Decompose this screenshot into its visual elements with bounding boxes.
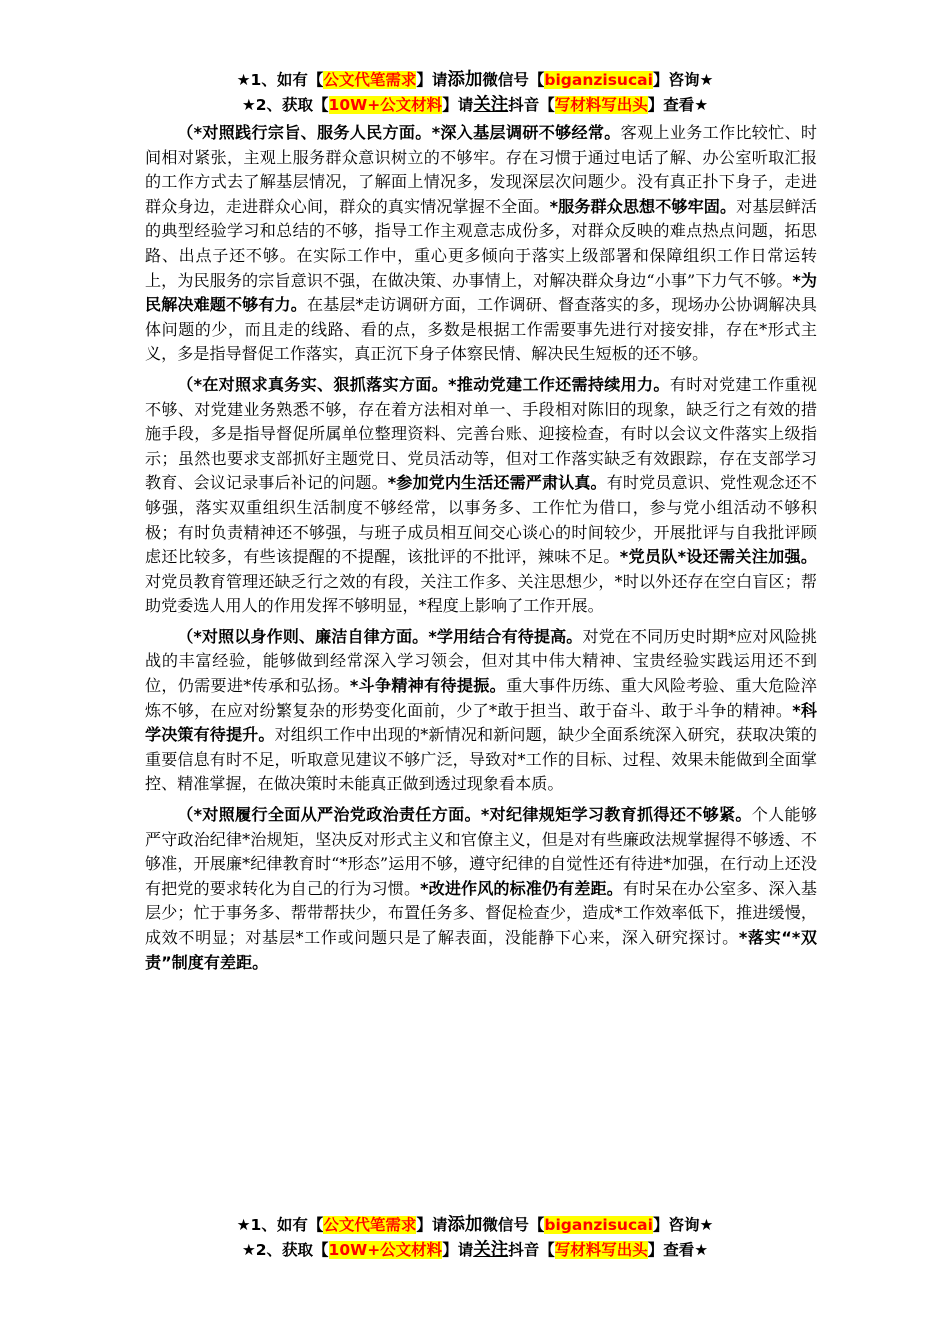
paragraph-integrity: （*对照以身作则、廉洁自律方面。*学用结合有待提高。对党在不同历史时期*应对风险挑战的丰富经验，能够做到经常深入学习领会，但对其中伟大精神、宝贵经验实践运用还不到位，仍需要进*传承和弘扬。*斗争精神有待提振。重大事件历练、重大风险考验、重大危险淬炼不够，在应对纷繁复杂的形势变化面前，少了*敢于担当、敢于奋斗、敢于斗争的精神。*科学决策有待提升。对组织工作中出现的*新情况和新问题，缺少全面系统深入研究，获取决策的重要信息有时不足，听取意见建议不够广泛，导致对*工作的目标、过程、效果未能做到全面掌控、精准掌握，在做决策时未能真正做到透过现象看本质。: [145, 626, 818, 794]
promo-line-1: ★1、如有【公文代笔需求】请添加微信号【biganzisucai】咨询★: [236, 1215, 714, 1235]
promo-banner-bottom: [0, 1213, 950, 1263]
promo-line-2: ★2、获取【10W+公文材料】请关注抖音【写材料写出头】查看★: [241, 1240, 709, 1260]
star-icon: ★: [236, 1216, 251, 1234]
highlight-wechat-id: biganzisucai: [544, 1216, 653, 1234]
promo-banner-top: [0, 68, 950, 118]
star-icon: ★: [699, 1216, 714, 1234]
highlight-ghostwriting: 公文代笔需求: [323, 71, 417, 89]
paragraph-implementation: （*在对照求真务实、狠抓落实方面。*推动党建工作还需持续用力。有时对党建工作重视不够、对党建业务熟悉不够，存在着方法相对单一、手段相对陈旧的现象，缺乏行之有效的措施手段，多是指导督促所属单位整理资料、完善台账、迎接检查，有时以会议文件落实上级指示；虽然也要求支部抓好主题党日、党员活动等，但对工作落实缺乏有效跟踪，存在支部学习教育、会议记录事后补记的问题。*参加党内生活还需严肃认真。有时党员意识、党性观念还不够强，落实双重组织生活制度不够经常，以事务多、工作忙为借口，参与党小组活动不够积极；有时负责精神还不够强，与班子成员相互间交心谈心的时间较少，开展批评与自我批评顾虑还比较多，有些该提醒的不提醒，该批评的不批评，辣味不足。*党员队*设还需关注加强。对党员教育管理还缺乏行之效的有段，关注工作多、关注思想少，*时以外还存在空白盲区；帮助党委选人用人的作用发挥不够明显，*程度上影响了工作开展。: [145, 374, 818, 616]
highlight-materials: 10W+公文材料: [328, 96, 443, 114]
paragraph-party-discipline: （*对照履行全面从严治党政治责任方面。*对纪律规矩学习教育抓得还不够紧。个人能够严守政治纪律*治规矩，坚决反对形式主义和官僚主义，但是对有些廉政法规掌握得不够透、不够准，开展廉*纪律教育时“*形态”运用不够，遵守纪律的自觉性还有待进*加强，在行动上还没有把党的要求转化为自己的行为习惯。*改进作风的标准仍有差距。有时呆在办公室多、深入基层少；忙于事务多、帮带帮扶少，布置任务多、督促检查少，造成*工作效率低下，推进缓慢，成效不明显；对基层*工作或问题只是了解表面，没能静下心来，深入研究探讨。*落实“*双责”制度有差距。: [145, 805, 818, 972]
promo-line-2: ★2、获取【10W+公文材料】请关注抖音【写材料写出头】查看★: [241, 95, 709, 115]
highlight-douyin: 写材料写出头: [554, 1241, 648, 1259]
highlight-douyin: 写材料写出头: [554, 96, 648, 114]
highlight-wechat-id: biganzisucai: [544, 71, 653, 89]
star-icon: ★: [694, 1241, 709, 1259]
star-icon: ★: [694, 96, 709, 114]
promo-line-1: ★1、如有【公文代笔需求】请添加微信号【biganzisucai】咨询★: [236, 70, 714, 90]
star-icon: ★: [241, 1241, 256, 1259]
star-icon: ★: [241, 96, 256, 114]
paragraph-serve-people: （*对照践行宗旨、服务人民方面。*深入基层调研不够经常。客观上业务工作比较忙、时间相对紧张，主观上服务群众意识树立的不够牢。存在习惯于通过电话了解、办公室听取汇报的工作方式去了解基层情况，了解面上情况多，发现深层次问题少。没有真正扑下身子，走进群众身边，走进群众心间，群众的真实情况掌握不全面。*服务群众思想不够牢固。对基层鲜活的典型经验学习和总结的不够，指导工作主观意志成份多，对群众反映的难点热点问题，拓思路、出点子还不够。在实际工作中，重心更多倾向于落实上级部署和保障组织工作日常运转上，为民服务的宗旨意识不强，在做决策、办事情上，对解决群众身边“小事”下力气不够。*为民解决难题不够有力。在基层*走访调研方面，工作调研、督查落实的多，现场办公协调解决具体问题的少，而且走的线路、看的点，多数是根据工作需要事先进行对接安排，存在*形式主义，多是指导督促工作落实，真正沉下身子体察民情、解决民生短板的还不够。: [145, 123, 818, 364]
highlight-ghostwriting: 公文代笔需求: [323, 1216, 417, 1234]
highlight-materials: 10W+公文材料: [328, 1241, 443, 1259]
star-icon: ★: [699, 71, 714, 89]
star-icon: ★: [236, 71, 251, 89]
document-body: [145, 121, 817, 981]
